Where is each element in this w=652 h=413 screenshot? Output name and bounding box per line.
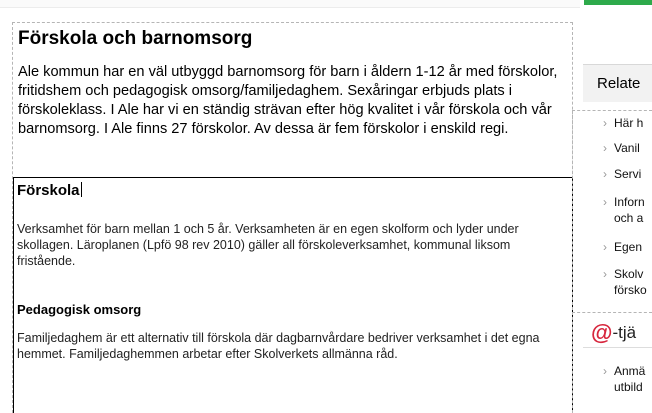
sub-heading[interactable]: Pedagogisk omsorg [17,302,142,317]
rich-text-editor[interactable] [13,177,573,413]
related-link[interactable]: Vanil [614,141,640,155]
related-link[interactable]: Här h [614,116,644,130]
chevron-right-icon: › [603,141,607,155]
section-paragraph[interactable]: Verksamhet för barn mellan 1 och 5 år. Verksamheten är en egen skolform och lyder under skollagen. Läroplanen (Lpfö 98 rev 2010) gäller all förskoleverksamhet, kommunal liksom fristående. [17,222,519,268]
related-link[interactable]: Skolv försko [614,267,647,297]
section-heading-text: Förskola [17,182,80,199]
sub-paragraph[interactable]: Familjedaghem är ett alternativ till förskola där dagbarnvårdare bedriver verksamhet i det egna hemmet. Familjedaghemmen arbetar efter Skolverkets allmänna råd. [17,331,540,361]
top-toolbar-strip [0,0,580,8]
e-service-link[interactable]: Anmä utbild [614,364,646,394]
related-links-header: Relate [583,64,652,102]
e-logo-icon: @ [591,320,613,345]
page-title: Förskola och barnomsorg [18,28,253,49]
chevron-right-icon: › [603,195,607,209]
related-link[interactable]: Egen [614,240,643,254]
chevron-right-icon: › [603,116,607,130]
related-link[interactable]: Servi [614,167,642,181]
chevron-right-icon: › [603,364,607,378]
intro-paragraph: Ale kommun har en väl utbyggd barnomsorg för barn i åldern 1-12 år med förskolor, fritidshem och pedagogisk omsorg/familjedaghem. Sexåringar erbjuds plats i förskoleklass. I Ale har vi en ständig strävan efter hög kvalitet i vår förskola och vår barnomsorg. I Ale finns 27 förskolor. Av dessa är fem förskolor i enskild regi. [18,64,558,137]
green-tab-indicator[interactable] [584,0,652,5]
related-link[interactable]: Inforn och a [614,195,645,225]
section-heading[interactable] [17,182,82,199]
divider [583,347,652,348]
text-caret [81,182,82,197]
e-services-header: @-tjä [591,320,637,345]
chevron-right-icon: › [603,240,607,254]
chevron-right-icon: › [603,267,607,281]
chevron-right-icon: › [603,167,607,181]
